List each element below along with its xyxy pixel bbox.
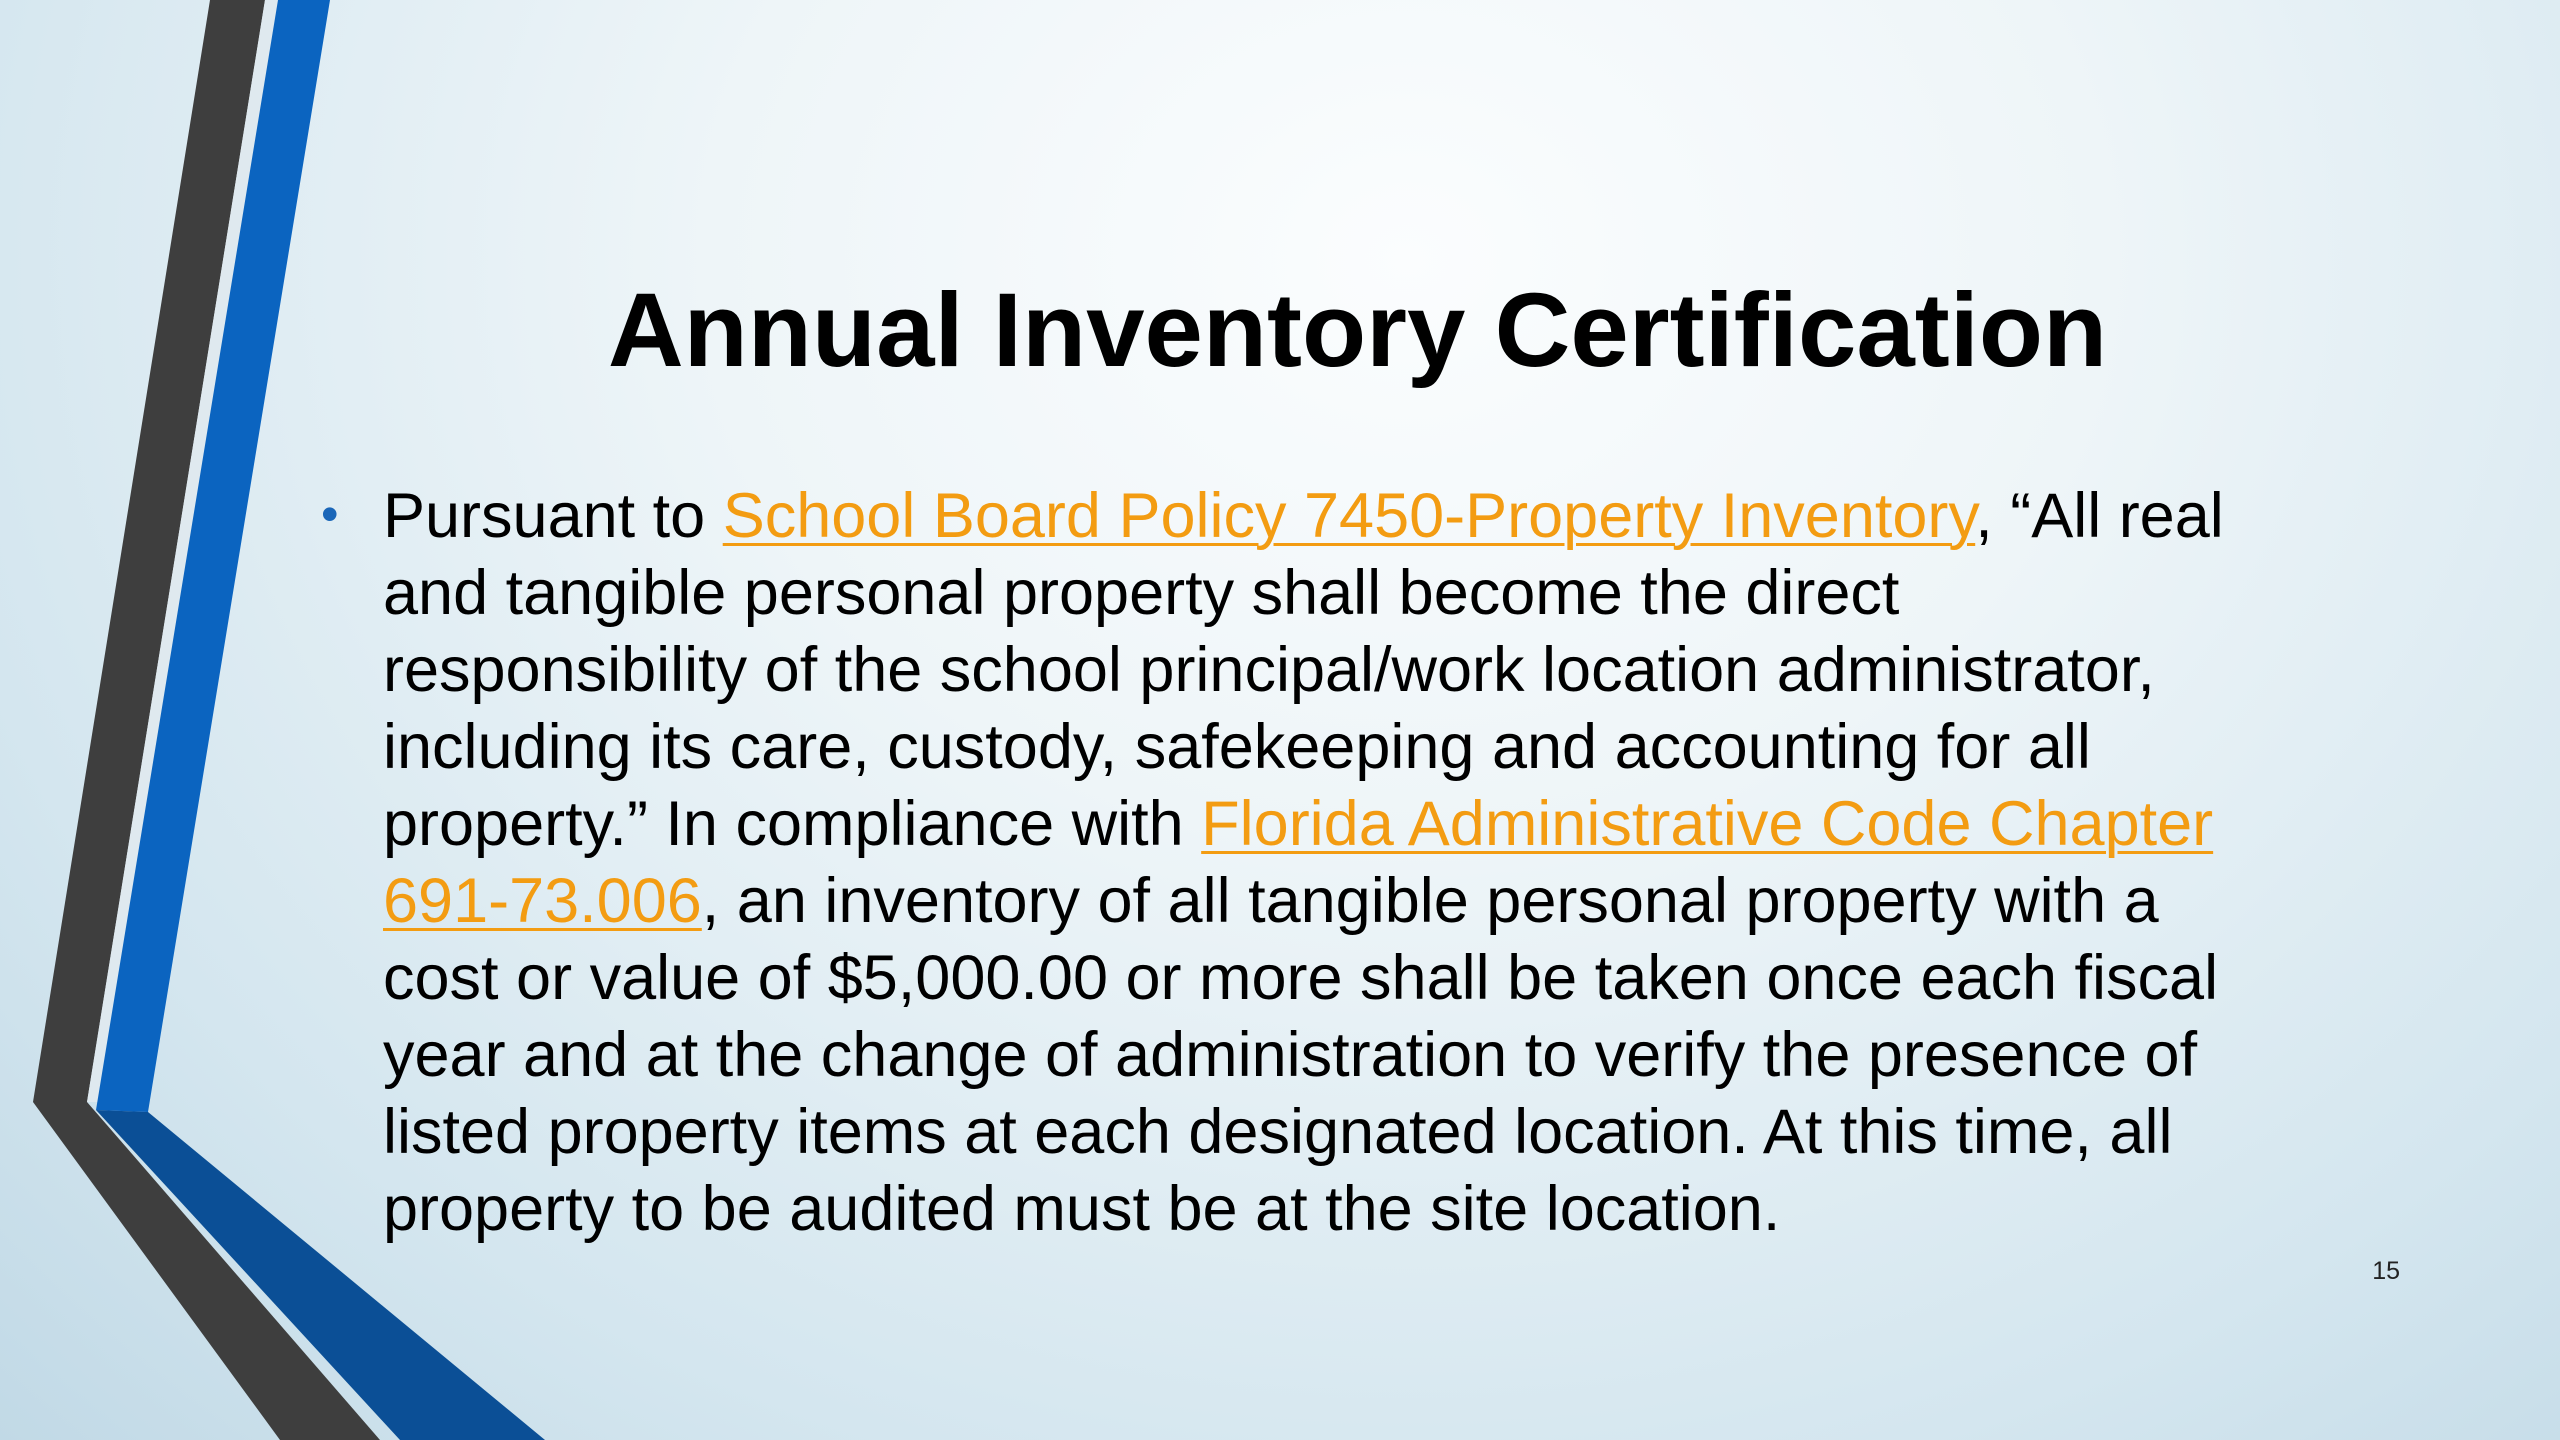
body-text-policy-quote: , “All real and tangible personal property shall become the direct responsibility of the school principal/work location administrator, including its care, custody, safekeeping and accounting for all property.” In compliance with [383, 481, 2224, 859]
slide-title: Annual Inventory Certification [607, 272, 2108, 389]
body-text-inventory-requirement: , an inventory of all tangible personal property with a cost or value of $5,000.00 or more shall be taken once each fiscal year and at the change of administration to verify the presence of listed property items at each designated location. At this time, all property to be audited must be at the site location. [383, 866, 2219, 1244]
body-text-intro: Pursuant to [383, 481, 723, 551]
light-stripe-upper [87, 0, 278, 1102]
bullet-paragraph [321, 478, 2263, 1248]
link-florida-administrative-code[interactable]: Florida Administrative Code Chapter 691-73.006 [383, 789, 2214, 936]
bullet-dot-icon: • [321, 486, 339, 542]
link-school-board-policy[interactable]: School Board Policy 7450-Property Inventory [722, 481, 1976, 551]
slide-number: 15 [2372, 1257, 2400, 1285]
